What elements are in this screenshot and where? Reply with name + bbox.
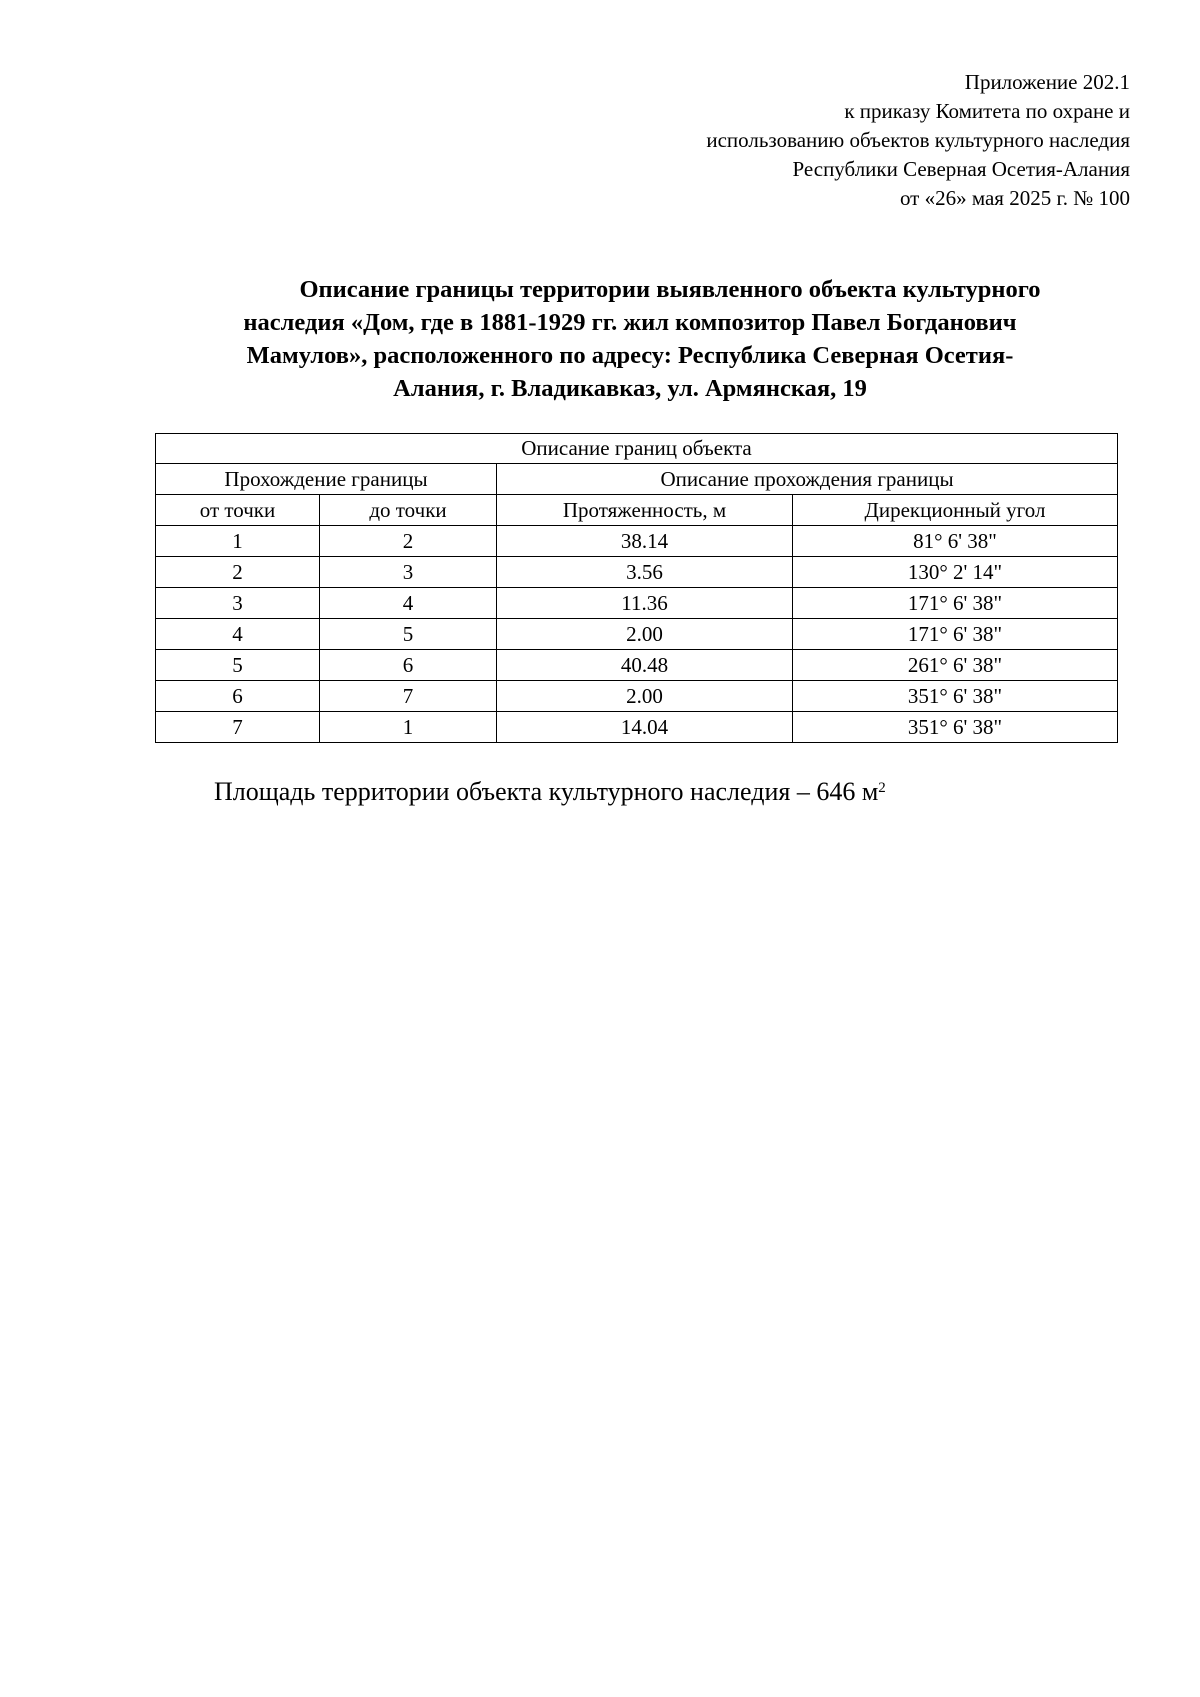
table-cell: 6 xyxy=(156,681,320,712)
table-cell: 40.48 xyxy=(497,650,793,681)
table-cell: 4 xyxy=(156,619,320,650)
document-title xyxy=(170,273,1090,405)
table-caption: Описание границ объекта xyxy=(156,434,1118,464)
table-cell: 261° 6' 38" xyxy=(793,650,1118,681)
table-cell: 11.36 xyxy=(497,588,793,619)
table-column-header-row xyxy=(156,495,1118,526)
table-group-header-row xyxy=(156,464,1118,495)
table-cell: 1 xyxy=(320,712,497,743)
table-cell: 171° 6' 38" xyxy=(793,588,1118,619)
table-cell: 5 xyxy=(320,619,497,650)
table-cell: 3.56 xyxy=(497,557,793,588)
table-cell: 14.04 xyxy=(497,712,793,743)
area-statement xyxy=(214,775,886,809)
group-header-passage: Прохождение границы xyxy=(156,464,497,495)
table-cell: 3 xyxy=(156,588,320,619)
table-row xyxy=(156,619,1118,650)
table-cell: 3 xyxy=(320,557,497,588)
table-row xyxy=(156,681,1118,712)
column-header: до точки xyxy=(320,495,497,526)
column-header: от точки xyxy=(156,495,320,526)
table-cell: 2 xyxy=(320,526,497,557)
area-unit-superscript: 2 xyxy=(878,780,886,796)
header-line: использованию объектов культурного наследия xyxy=(706,128,1130,152)
column-header: Дирекционный угол xyxy=(793,495,1118,526)
table-row xyxy=(156,712,1118,743)
table-caption-row xyxy=(156,434,1118,464)
header-line: от «26» мая 2025 г. № 100 xyxy=(899,186,1130,210)
header-line: к приказу Комитета по охране и xyxy=(844,99,1130,123)
table-cell: 2.00 xyxy=(497,619,793,650)
table-cell: 130° 2' 14" xyxy=(793,557,1118,588)
table-cell: 81° 6' 38" xyxy=(793,526,1118,557)
area-text: Площадь территории объекта культурного наследия – 646 м xyxy=(214,777,879,806)
title-line: Описание границы территории выявленного объекта культурного xyxy=(299,276,1041,303)
table-cell: 38.14 xyxy=(497,526,793,557)
table-cell: 2.00 xyxy=(497,681,793,712)
title-line: Алания, г. Владикавказ, ул. Армянская, 19 xyxy=(393,375,867,402)
title-line: наследия «Дом, где в 1881-1929 гг. жил композитор Павел Богданович xyxy=(243,309,1017,336)
header-line: Приложение 202.1 xyxy=(964,70,1130,94)
table-cell: 5 xyxy=(156,650,320,681)
appendix-header xyxy=(430,68,1130,213)
table-row xyxy=(156,588,1118,619)
table-cell: 6 xyxy=(320,650,497,681)
table-cell: 4 xyxy=(320,588,497,619)
boundary-table xyxy=(155,433,1118,743)
table-cell: 7 xyxy=(156,712,320,743)
table-row xyxy=(156,650,1118,681)
column-header: Протяженность, м xyxy=(497,495,793,526)
table-cell: 7 xyxy=(320,681,497,712)
table-row xyxy=(156,557,1118,588)
title-line: Мамулов», расположенного по адресу: Республика Северная Осетия- xyxy=(246,342,1014,369)
header-line: Республики Северная Осетия-Алания xyxy=(792,157,1130,181)
table-cell: 351° 6' 38" xyxy=(793,712,1118,743)
table-cell: 171° 6' 38" xyxy=(793,619,1118,650)
table-row xyxy=(156,526,1118,557)
table-cell: 2 xyxy=(156,557,320,588)
group-header-description: Описание прохождения границы xyxy=(497,464,1118,495)
table-cell: 351° 6' 38" xyxy=(793,681,1118,712)
table-cell: 1 xyxy=(156,526,320,557)
